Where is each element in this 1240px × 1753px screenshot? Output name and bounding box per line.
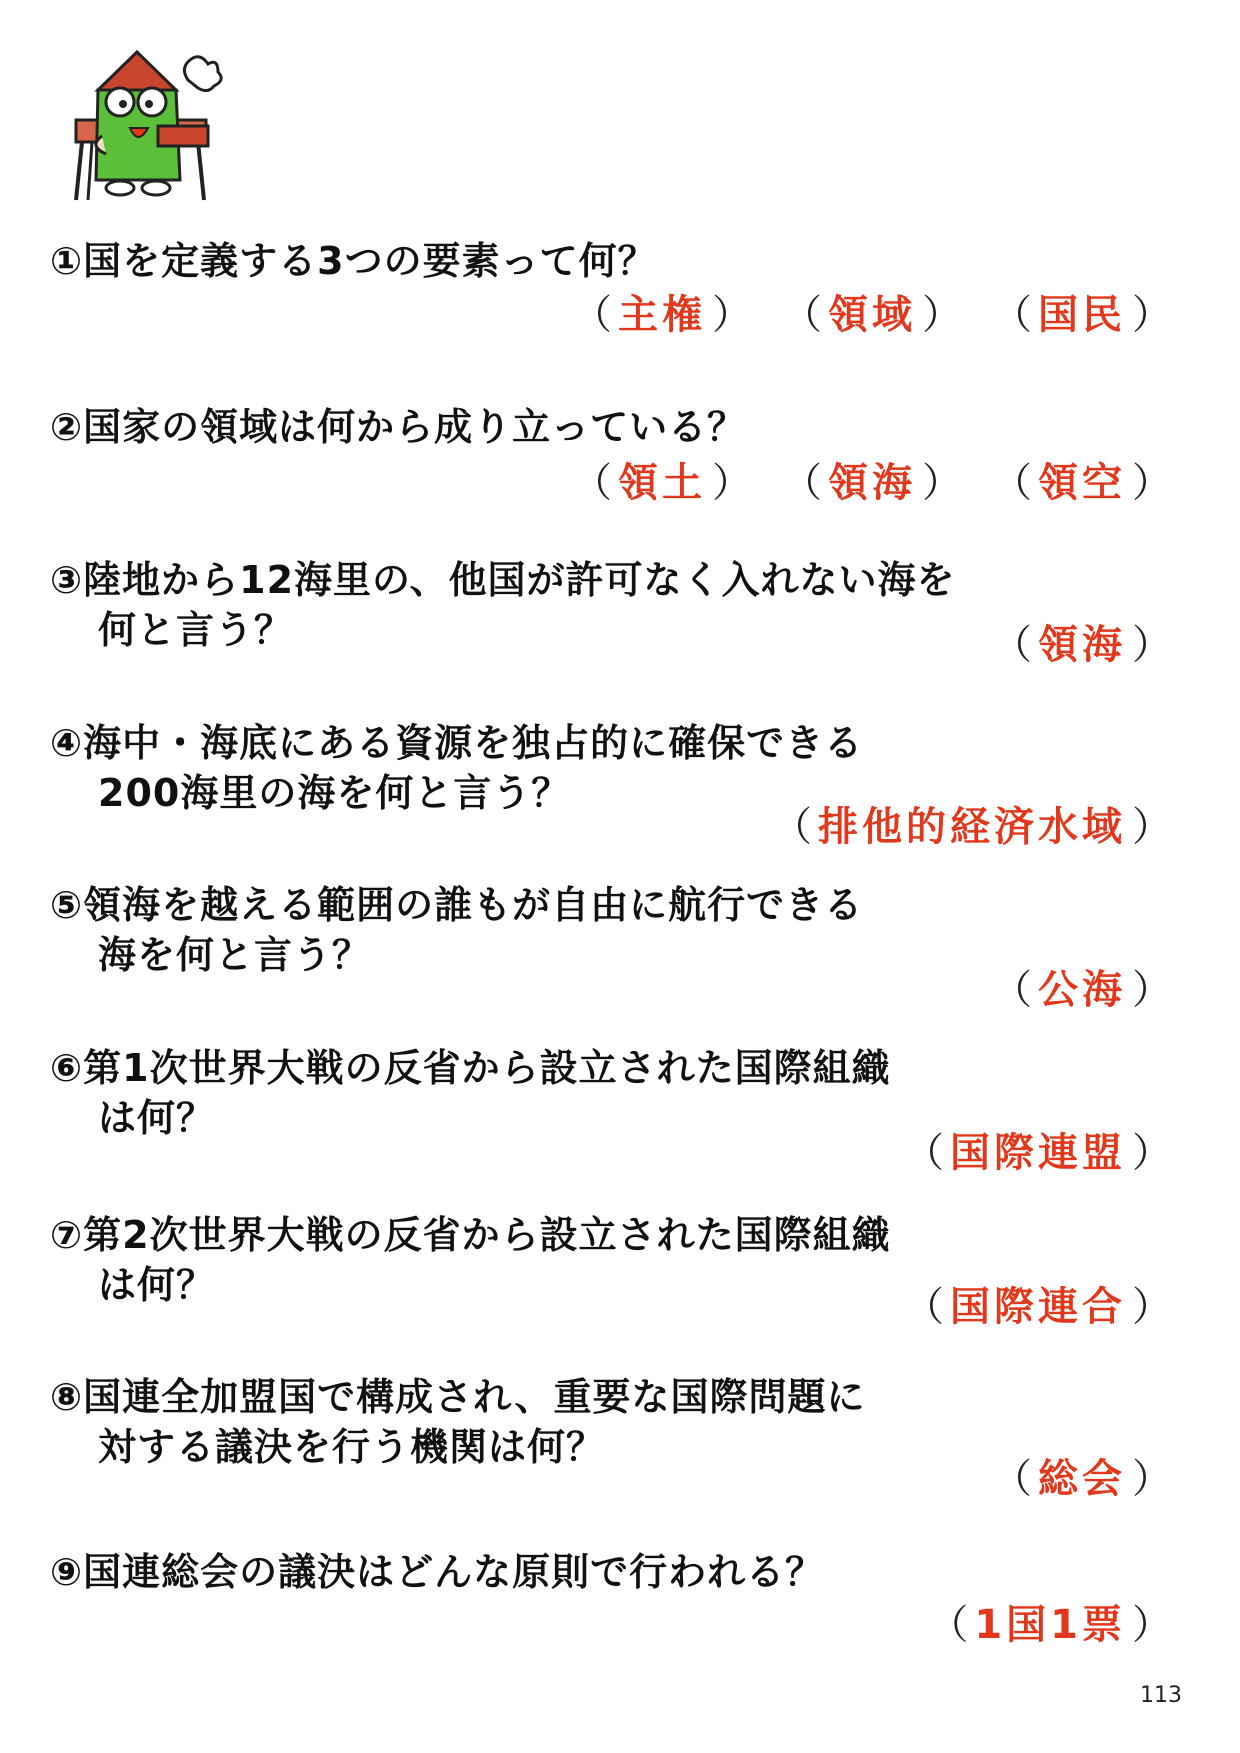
answer-box: （ 領域 ） — [782, 292, 962, 338]
answer-text: 領海 — [828, 460, 916, 506]
answers-2 — [566, 458, 1178, 508]
answer-box: （ 領空 ） — [992, 460, 1172, 506]
answers-7 — [898, 1282, 1178, 1332]
question-text-continued: 海を何と言う？ — [98, 933, 372, 977]
answer-box: （ 領土 ） — [572, 460, 752, 506]
answer-text: 領土 — [618, 460, 706, 506]
question-9 — [50, 1547, 1160, 1597]
page-number: 113 — [1140, 1683, 1182, 1708]
question-1 — [50, 236, 1160, 286]
question-text-continued: 対する議決を行う機関は何？ — [98, 1425, 606, 1469]
answer-box: （ 国民 ） — [992, 292, 1172, 338]
answer-box: （ 領海 ） — [992, 622, 1172, 668]
pencil-character-at-desk-icon — [58, 50, 238, 210]
question-text-continued: は何？ — [98, 1096, 216, 1140]
answer-text: 公海 — [1038, 967, 1126, 1013]
question-text: ③陸地から12海里の、他国が許可なく入れない海を — [50, 558, 956, 602]
answers-3 — [986, 620, 1178, 670]
answer-text: 総会 — [1038, 1456, 1126, 1502]
answer-text: 国民 — [1038, 292, 1126, 338]
answer-text: 領空 — [1038, 460, 1126, 506]
answers-4 — [766, 802, 1178, 852]
question-text: ⑧国連全加盟国で構成され、重要な国際問題に — [50, 1375, 866, 1419]
answer-box: （ 公海 ） — [992, 967, 1172, 1013]
answers-5 — [986, 965, 1178, 1015]
answer-box: （ 領海 ） — [782, 460, 962, 506]
answer-box: （ 1国1票 ） — [928, 1602, 1172, 1648]
answer-box: （ 主権 ） — [572, 292, 752, 338]
answer-text: 領域 — [828, 292, 916, 338]
answer-text: 国際連盟 — [950, 1130, 1126, 1176]
answer-box: （ 総会 ） — [992, 1456, 1172, 1502]
question-text: ⑨国連総会の議決はどんな原則で行われる？ — [50, 1550, 825, 1594]
question-text: ⑤領海を越える範囲の誰もが自由に航行できる — [50, 883, 864, 927]
question-text: ④海中・海底にある資源を独占的に確保できる — [50, 721, 864, 765]
answer-text: 排他的経済水域 — [818, 804, 1126, 850]
answers-1 — [566, 290, 1178, 340]
question-text-continued: 何と言う？ — [98, 608, 294, 652]
question-text: ①国を定義する3つの要素って何？ — [50, 239, 657, 283]
answer-text: 主権 — [618, 292, 706, 338]
answer-text: 1国1票 — [974, 1602, 1126, 1648]
question-text: ⑥第1次世界大戦の反省から設立された国際組織 — [50, 1046, 891, 1090]
answers-8 — [986, 1454, 1178, 1504]
answer-box: （ 国際連盟 ） — [904, 1130, 1172, 1176]
answer-text: 国際連合 — [950, 1284, 1126, 1330]
question-text-continued: 200海里の海を何と言う？ — [98, 771, 571, 815]
answers-9 — [922, 1600, 1178, 1650]
question-text: ②国家の領域は何から成り立っている？ — [50, 405, 747, 449]
answer-box: （ 国際連合 ） — [904, 1284, 1172, 1330]
question-2 — [50, 402, 1160, 452]
question-text: ⑦第2次世界大戦の反省から設立された国際組織 — [50, 1213, 891, 1257]
question-text-continued: は何？ — [98, 1263, 216, 1307]
answer-text: 領海 — [1038, 622, 1126, 668]
answer-box: （ 排他的経済水域 ） — [772, 804, 1172, 850]
answers-6 — [898, 1128, 1178, 1178]
